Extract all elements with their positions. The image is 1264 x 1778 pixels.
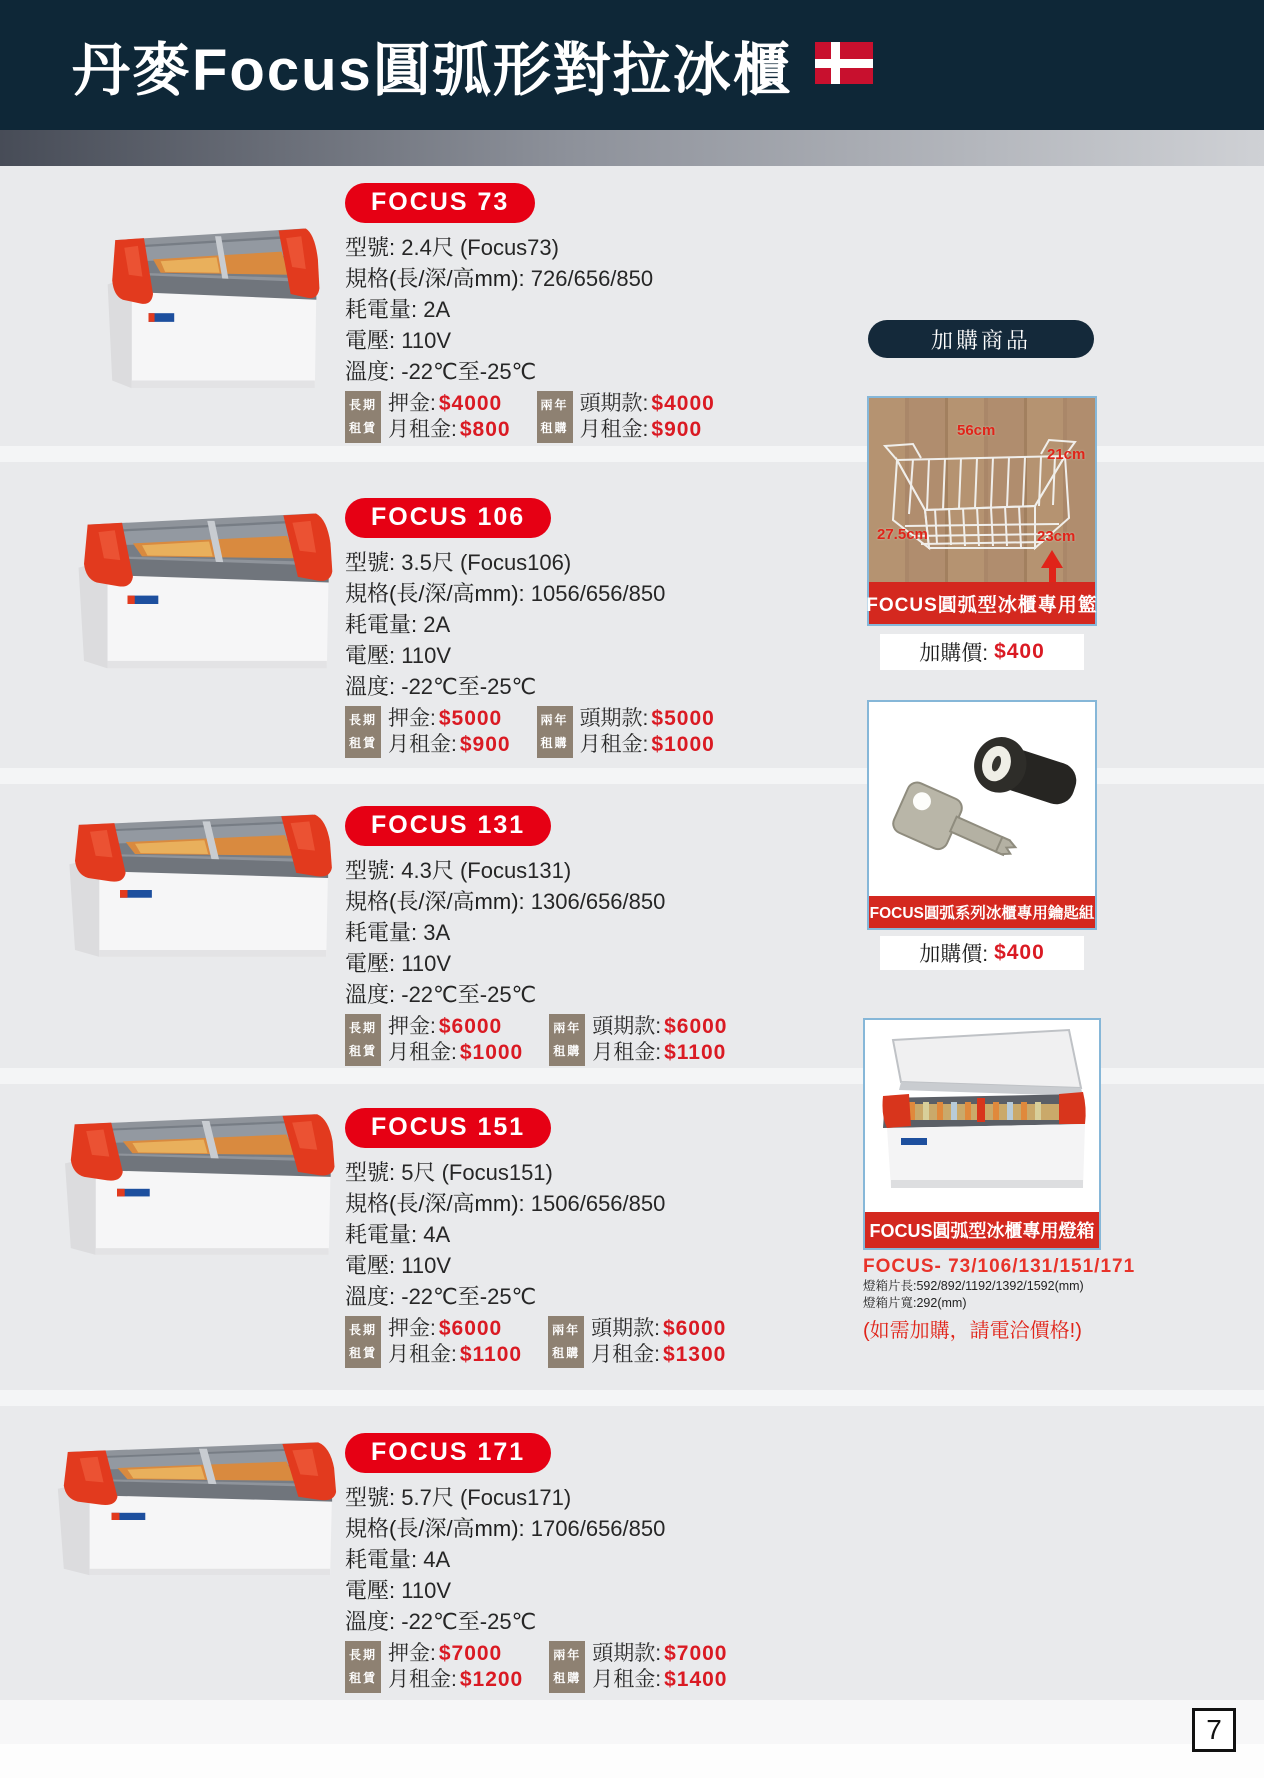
basket-dim-left: 27.5cm <box>877 526 928 543</box>
monthly-rent-line: 月租金: $1000 <box>388 1041 524 1064</box>
spec-line-temp: 溫度: -22℃至-25℃ <box>345 674 537 699</box>
monthly-buy-line: 月租金: $1000 <box>579 733 715 756</box>
down-payment-line: 頭期款: $7000 <box>592 1642 728 1665</box>
spec-line-power: 耗電量: 2A <box>345 297 451 322</box>
two-year-purchase-badge: 兩年 租購 <box>549 1014 585 1066</box>
spec-list <box>345 855 815 1010</box>
page-number: 7 <box>1192 1708 1236 1752</box>
pricing-table <box>345 1641 815 1693</box>
long-term-rental-badge: 長期 租賃 <box>345 1014 381 1066</box>
monthly-rent-line: 月租金: $1100 <box>388 1343 523 1366</box>
product-name-pill: FOCUS 73 <box>345 183 535 223</box>
long-term-rental-badge: 長期 租賃 <box>345 1641 381 1693</box>
deposit-line: 押金: $6000 <box>388 1015 503 1038</box>
pricing-table <box>345 1014 815 1066</box>
spec-line-size: 規格(長/深/高mm): 1506/656/850 <box>345 1191 666 1216</box>
freezer-image-focus106 <box>55 478 345 674</box>
down-payment-line: 頭期款: $5000 <box>579 707 715 730</box>
spec-line-voltage: 電壓: 110V <box>345 951 451 976</box>
spec-list <box>345 1157 815 1312</box>
spec-line-temp: 溫度: -22℃至-25℃ <box>345 359 537 384</box>
spec-line-power: 耗電量: 4A <box>345 1222 451 1247</box>
basket-dim-top: 56cm <box>957 422 996 439</box>
spec-line-size: 規格(長/深/高mm): 1706/656/850 <box>345 1516 666 1541</box>
addon-key-card <box>867 700 1097 930</box>
basket-price: 加購價: $400 <box>880 634 1084 670</box>
long-term-rental-group <box>345 706 511 758</box>
freezer-image-focus131 <box>45 782 345 962</box>
deposit-line: 押金: $6000 <box>388 1317 503 1340</box>
product-name-pill: FOCUS 106 <box>345 498 551 538</box>
spec-line-model: 型號: 5尺 (Focus151) <box>345 1160 553 1185</box>
basket-dim-top-right: 21cm <box>1047 446 1086 463</box>
two-year-purchase-badge: 兩年 租購 <box>548 1316 584 1368</box>
lightbox-banner: FOCUS圓弧型冰櫃專用燈箱 <box>865 1212 1099 1248</box>
down-payment-line: 頭期款: $6000 <box>591 1317 727 1340</box>
lightbox-models-line: FOCUS- 73/106/131/151/171 <box>863 1256 1136 1277</box>
spec-list <box>345 547 815 702</box>
addon-lightbox-card <box>863 1018 1101 1250</box>
product-name-pill: FOCUS 131 <box>345 806 551 846</box>
addon-header-pill: 加購商品 <box>868 320 1094 358</box>
addon-basket-card <box>867 396 1097 626</box>
red-up-arrow <box>1041 550 1063 568</box>
product-section-focus73 <box>345 183 815 443</box>
two-year-purchase-badge: 兩年 租購 <box>537 706 573 758</box>
spec-line-model: 型號: 3.5尺 (Focus106) <box>345 550 572 575</box>
basket-dim-right: 23cm <box>1037 528 1076 545</box>
monthly-rent-line: 月租金: $900 <box>388 733 511 756</box>
page-header <box>0 0 1264 130</box>
key-set-illustration <box>869 702 1095 896</box>
bottom-white-strip <box>0 1744 1264 1778</box>
pricing-table <box>345 706 815 758</box>
section-separator <box>0 1390 1264 1406</box>
long-term-rental-group <box>345 1641 523 1693</box>
two-year-purchase-group <box>537 706 715 758</box>
spec-list <box>345 232 815 387</box>
long-term-rental-badge: 長期 租賃 <box>345 1316 381 1368</box>
red-up-arrow-stem <box>1049 567 1056 583</box>
spec-line-temp: 溫度: -22℃至-25℃ <box>345 1284 537 1309</box>
pricing-table <box>345 1316 815 1368</box>
denmark-flag-icon <box>815 42 873 89</box>
spec-line-size: 規格(長/深/高mm): 726/656/850 <box>345 266 654 291</box>
key-banner: FOCUS圓弧系列冰櫃專用鑰匙組 <box>869 896 1095 928</box>
monthly-rent-line: 月租金: $800 <box>388 418 511 441</box>
down-payment-line: 頭期款: $6000 <box>592 1015 728 1038</box>
lightbox-info <box>863 1256 1136 1343</box>
spec-list <box>345 1482 815 1637</box>
spec-line-voltage: 電壓: 110V <box>345 328 451 353</box>
two-year-purchase-group <box>537 391 715 443</box>
key-price: 加購價: $400 <box>880 936 1084 970</box>
long-term-rental-group <box>345 1316 522 1368</box>
spec-line-temp: 溫度: -22℃至-25℃ <box>345 982 537 1007</box>
freezer-image-focus73 <box>88 192 330 394</box>
deposit-line: 押金: $7000 <box>388 1642 503 1665</box>
lightbox-width-line: 燈箱片寬:292(mm) <box>863 1296 967 1310</box>
product-section-focus106 <box>345 498 815 758</box>
product-section-focus151 <box>345 1108 815 1368</box>
monthly-buy-line: 月租金: $900 <box>579 418 703 441</box>
spec-line-power: 耗電量: 3A <box>345 920 451 945</box>
two-year-purchase-group <box>548 1316 726 1368</box>
product-name-pill: FOCUS 151 <box>345 1108 551 1148</box>
spec-line-voltage: 電壓: 110V <box>345 643 451 668</box>
long-term-rental-group <box>345 391 511 443</box>
monthly-buy-line: 月租金: $1100 <box>592 1041 727 1064</box>
two-year-purchase-group <box>549 1014 727 1066</box>
freezer-image-focus151 <box>40 1082 348 1260</box>
product-section-focus171 <box>345 1433 815 1693</box>
monthly-buy-line: 月租金: $1300 <box>591 1343 727 1366</box>
spec-line-model: 型號: 5.7尺 (Focus171) <box>345 1485 572 1510</box>
product-section-focus131 <box>345 806 815 1066</box>
spec-line-size: 規格(長/深/高mm): 1306/656/850 <box>345 889 666 914</box>
freezer-image-focus171 <box>32 1412 350 1580</box>
long-term-rental-group <box>345 1014 523 1066</box>
two-year-purchase-badge: 兩年 租購 <box>549 1641 585 1693</box>
long-term-rental-badge: 長期 租賃 <box>345 706 381 758</box>
two-year-purchase-badge: 兩年 租購 <box>537 391 573 443</box>
lightbox-length-line: 燈箱片長:592/892/1192/1392/1592(mm) <box>863 1279 1084 1293</box>
spec-line-voltage: 電壓: 110V <box>345 1578 451 1603</box>
header-gradient-band <box>0 130 1264 166</box>
spec-line-power: 耗電量: 4A <box>345 1547 451 1572</box>
deposit-line: 押金: $5000 <box>388 707 503 730</box>
down-payment-line: 頭期款: $4000 <box>579 392 715 415</box>
spec-line-power: 耗電量: 2A <box>345 612 451 637</box>
two-year-purchase-group <box>549 1641 727 1693</box>
monthly-rent-line: 月租金: $1200 <box>388 1668 524 1691</box>
lightbox-note: (如需加購，請電洽價格!) <box>863 1320 1082 1342</box>
monthly-buy-line: 月租金: $1400 <box>592 1668 728 1691</box>
deposit-line: 押金: $4000 <box>388 392 503 415</box>
long-term-rental-badge: 長期 租賃 <box>345 391 381 443</box>
spec-line-model: 型號: 4.3尺 (Focus131) <box>345 858 572 883</box>
spec-line-model: 型號: 2.4尺 (Focus73) <box>345 235 559 260</box>
spec-line-temp: 溫度: -22℃至-25℃ <box>345 1609 537 1634</box>
basket-banner: FOCUS圓弧型冰櫃專用籃 <box>869 582 1095 624</box>
pricing-table <box>345 391 815 443</box>
lightbox-freezer-illustration <box>865 1020 1099 1212</box>
page-title: 丹麥Focus圓弧形對拉冰櫃 <box>72 38 793 103</box>
spec-line-size: 規格(長/深/高mm): 1056/656/850 <box>345 581 666 606</box>
spec-line-voltage: 電壓: 110V <box>345 1253 451 1278</box>
product-name-pill: FOCUS 171 <box>345 1433 551 1473</box>
